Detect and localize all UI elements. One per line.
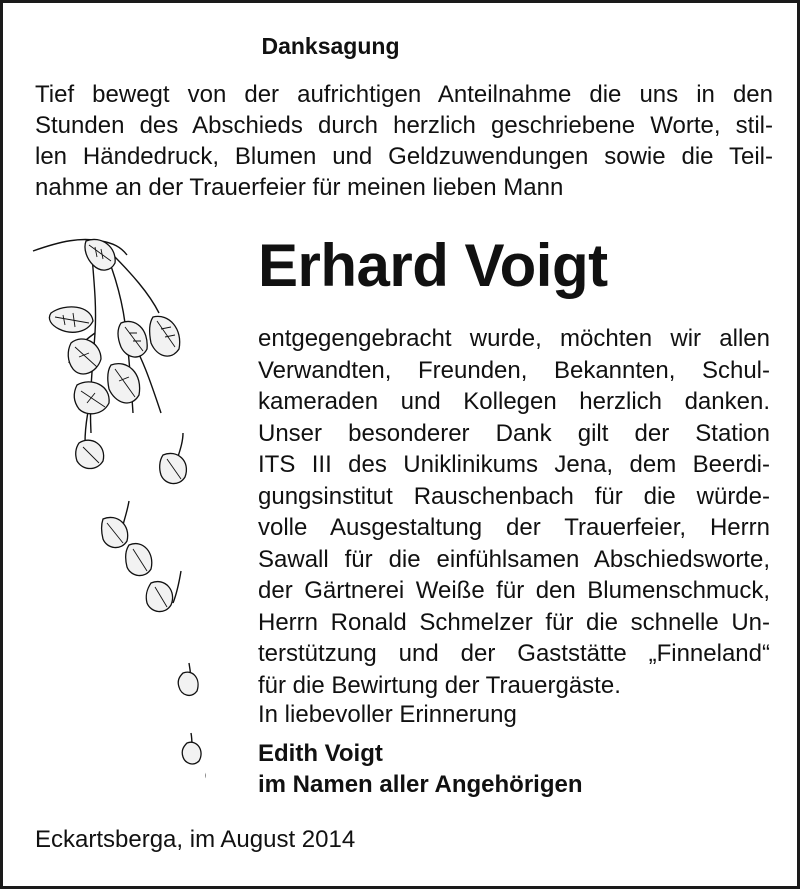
- body-line: Sawall für die einfühlsamen Abschiedsworte,: [258, 545, 770, 573]
- signature-subline: im Namen aller Angehörigen: [258, 771, 583, 798]
- intro-line: Stunden des Abschieds durch herzlich geschriebene Worte, stil-: [35, 112, 773, 139]
- heading: Danksagung: [261, 33, 400, 59]
- body-line: entgegengebracht wurde, möchten wir allen: [258, 325, 770, 352]
- body-line: Herrn Ronald Schmelzer für die schnelle Un-: [258, 608, 770, 636]
- body-line: für die Bewirtung der Trauergäste.: [258, 671, 621, 699]
- signature-name: Edith Voigt: [258, 740, 383, 767]
- body-line: der Gärtnerei Weiße für den Blumenschmuck,: [258, 577, 770, 604]
- body-line: gungsinstitut Rauschenbach für die würde-: [258, 482, 770, 510]
- body-line: Verwandten, Freunden, Bekannten, Schul-: [258, 356, 770, 384]
- deceased-name: Erhard Voigt: [258, 232, 608, 299]
- body-line: volle Ausgestaltung der Trauerfeier, Herrn: [258, 514, 770, 541]
- intro-paragraph: [35, 79, 773, 203]
- body-line: kameraden und Kollegen herzlich danken.: [258, 388, 770, 415]
- intro-line: Tief bewegt von der aufrichtigen Anteilnahme die uns in den: [35, 81, 773, 108]
- intro-line: len Händedruck, Blumen und Geldzuwendungen sowie die Teil-: [35, 143, 773, 170]
- birch-leaves-illustration: [31, 233, 206, 793]
- place-and-date: Eckartsberga, im August 2014: [35, 826, 356, 853]
- closing-phrase: In liebevoller Erinnerung: [258, 701, 517, 728]
- intro-line: nahme an der Trauerfeier für meinen lieben Mann: [35, 174, 564, 201]
- body-line: terstützung und der Gaststätte „Finneland“: [258, 640, 770, 667]
- body-line: ITS III des Uniklinikums Jena, dem Beerdi-: [258, 451, 770, 478]
- body-paragraph: [258, 323, 770, 701]
- body-line: Unser besonderer Dank gilt der Station: [258, 419, 770, 447]
